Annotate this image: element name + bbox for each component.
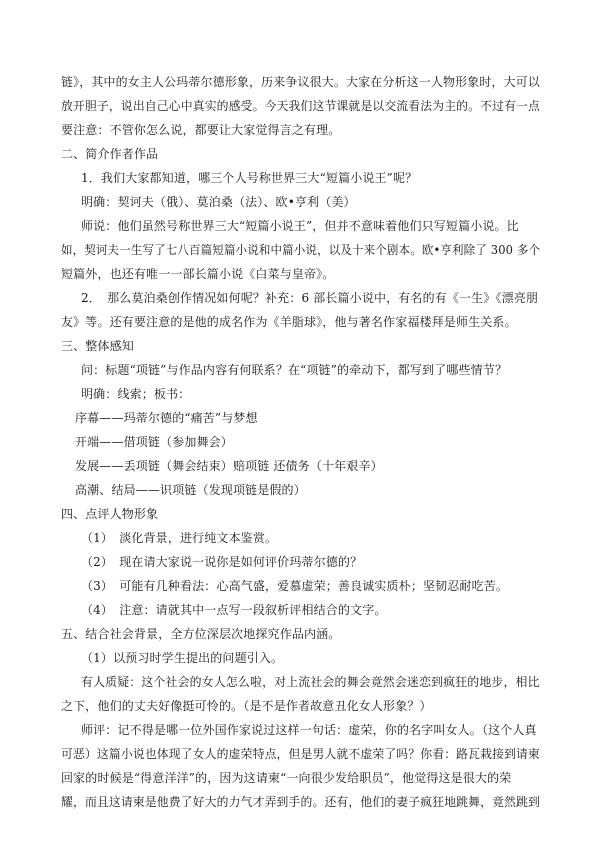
body-text-line: 可恶）这篇小说也体现了女人的虚荣特点，但是男人就不虚荣了吗？你看：路瓦栽接到请柬 — [61, 747, 541, 761]
body-text-line: 高潮、结局——识项链（发现项链是假的） — [75, 483, 306, 497]
list-item: （2） 现在请大家说一说你是如何评价玛蒂尔德的？ — [81, 555, 363, 569]
body-text-line: 明确：线索；板书： — [81, 387, 191, 401]
body-text-line: 回家的时候是“得意洋洋”的，因为这请柬“一向很少发给职员”，他觉得这是很大的荣 — [61, 771, 512, 785]
list-item: （4） 注意：请就其中一点写一段叙析评相结合的文字。 — [81, 603, 387, 617]
body-text-line: 序幕——玛蒂尔德的“痛苦”与梦想 — [75, 411, 258, 425]
body-text-line: 问：标题“项链”与作品内容有何联系？在“项链”的牵动下，都写到了哪些情节？ — [81, 363, 508, 377]
list-item: （1） 淡化背景，进行纯文本鉴赏。 — [81, 531, 278, 545]
body-text-line: 短篇外，也还有唯一一部长篇小说《白菜与皇帝》。 — [61, 267, 335, 281]
body-text-line: 如，契诃夫一生写了七八百篇短篇小说和中篇小说，以及十来个剧本。欧•亨利除了 300 多个 — [61, 243, 541, 257]
list-item: （3） 可能有几种看法：心高气盛，爱慕虚荣；善良诚实质朴；坚韧忍耐吃苦。 — [81, 579, 509, 593]
body-text-line: 友》等。还有要注意的是他的成名作为《羊脂球》，他与著名作家福楼拜是师生关系。 — [61, 315, 517, 329]
body-text-line: 耀，而且这请柬是他费了好大的力气才弄到手的。还有，他们的妻子疯狂地跳舞，竟然跳到 — [61, 795, 541, 809]
body-text-line: 链》，其中的女主人公玛蒂尔德形象，历来争议很大。大家在分析这一人物形象时，大可以 — [61, 75, 541, 89]
body-text-line: 有人质疑：这个社会的女人怎么啦，对上流社会的舞会竟然会迷恋到疯狂的地步，相比 — [81, 675, 540, 689]
section-heading: 四、点评人物形象 — [61, 507, 159, 521]
list-item: （1）以预习时学生提出的问题引入。 — [81, 651, 284, 665]
section-heading: 三、整体感知 — [61, 339, 134, 353]
body-text-line: 师说：他们虽然号称世界三大“短篇小说王”，但并不意味着他们只写短篇小说。比 — [81, 219, 519, 233]
section-heading: 五、结合社会背景，全方位深层次地探究作品内涵。 — [61, 627, 341, 641]
body-text-line: 开端——借项链（参加舞会） — [75, 435, 233, 449]
body-text-line: 要注意：不管你怎么说，都要让大家觉得言之有理。 — [61, 123, 341, 137]
body-text-line: 师评：记不得是哪一位外国作家说过这样一句话：虚荣，你的名字叫女人。（这个人真 — [81, 723, 537, 737]
body-text-line: 2． 那么莫泊桑创作情况如何呢？补充：6 部长篇小说中，有名的有《一生》《漂亮朋 — [81, 291, 539, 305]
body-text-line: 明确：契诃夫（俄）、莫泊桑（法）、欧•亨利（美） — [81, 195, 356, 209]
body-text-line: 1．我们大家都知道，哪三个人号称世界三大“短篇小说王”呢？ — [81, 171, 418, 185]
section-heading: 二、简介作者作品 — [61, 147, 159, 161]
body-text-line: 发展——丢项链（舞会结束）赔项链 还债务（十年艰辛） — [75, 459, 383, 473]
body-text-line: 之下，他们的丈夫好像挺可怜的。（是不是作者故意丑化女人形象？） — [61, 699, 432, 713]
body-text-line: 放开胆子，说出自己心中真实的感受。今天我们这节课就是以交流看法为主的。不过有一点 — [61, 99, 541, 113]
